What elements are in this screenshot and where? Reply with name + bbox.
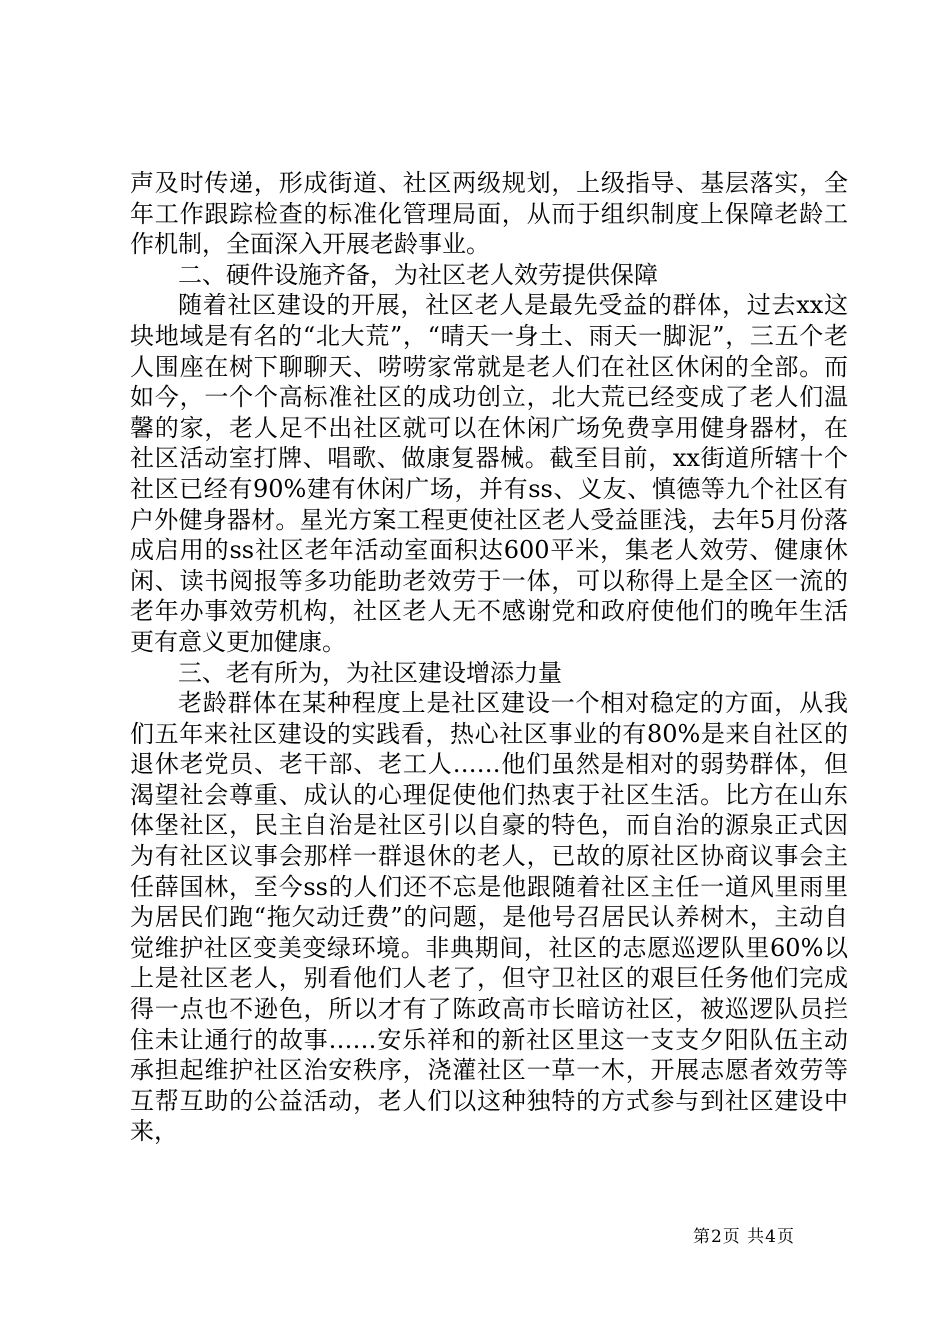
heading-section-2: 二、硬件设施齐备，为社区老人效劳提供保障 xyxy=(178,260,658,289)
paragraph-section-2: 随着社区建设的开展，社区老人是最先受益的群体，过去xx这块地域是有名的“北大荒”，“晴天一身土、雨天一脚泥”，三五个老人围座在树下聊聊天、唠唠家常就是老人们在社区休闲的全部。而如今，一个个高标准社区的成功创立，北大荒已经变成了老人们温馨的家，老人足不出社区就可以在休闲广场免费享用健身器材，在社区活动室打牌、唱歌、做康复器械。截至目前，xx街道所辖十个社区已经有90%建有休闲广场，并有ss、义友、慎德等九个社区有户外健身器材。星光方案工程更使社区老人受益匪浅，去年5月份落成启用的ss社区老年活动室面积达600平米，集老人效劳、健康休闲、读书阅报等多功能助老效劳于一体，可以称得上是全区一流的老年办事效劳机构，社区老人无不感谢党和政府使他们的晚年生活更有意义更加健康。 xyxy=(130,291,848,656)
heading-section-3: 三、老有所为，为社区建设增添力量 xyxy=(178,658,562,687)
document-body xyxy=(130,168,848,1147)
paragraph-section-3: 老龄群体在某种程度上是社区建设一个相对稳定的方面，从我们五年来社区建设的实践看，热心社区事业的有80%是来自社区的退休老党员、老干部、老工人……他们虽然是相对的弱势群体，但渴望社会尊重、成认的心理促使他们热衷于社区生活。比方在山东体堡社区，民主自治是社区引以自豪的特色，而自治的源泉正式因为有社区议事会那样一群退休的老人，已故的原社区协商议事会主任薛国林，至今ss的人们还不忘是他跟随着社区主任一道风里雨里为居民们跑“拖欠动迁费”的问题，是他号召居民认养树木，主动自觉维护社区变美变绿环境。非典期间，社区的志愿巡逻队里60%以上是社区老人，别看他们人老了，但守卫社区的艰巨任务他们完成得一点也不逊色，所以才有了陈政高市长暗访社区，被巡逻队员拦住未让通行的故事……安乐祥和的新社区里这一支支夕阳队伍主动承担起维护社区治安秩序，浇灌社区一草一木，开展志愿者效劳等互帮互助的公益活动，老人们以这种独特的方式参与到社区建设中来， xyxy=(130,689,848,1146)
paragraph-continuation: 声及时传递，形成街道、社区两级规划，上级指导、基层落实，全年工作跟踪检查的标准化管理局面，从而于组织制度上保障老龄工作机制，全面深入开展老龄事业。 xyxy=(130,169,848,259)
page-footer xyxy=(693,1222,795,1247)
page-number-label: 第2页 共4页 xyxy=(692,1227,795,1247)
